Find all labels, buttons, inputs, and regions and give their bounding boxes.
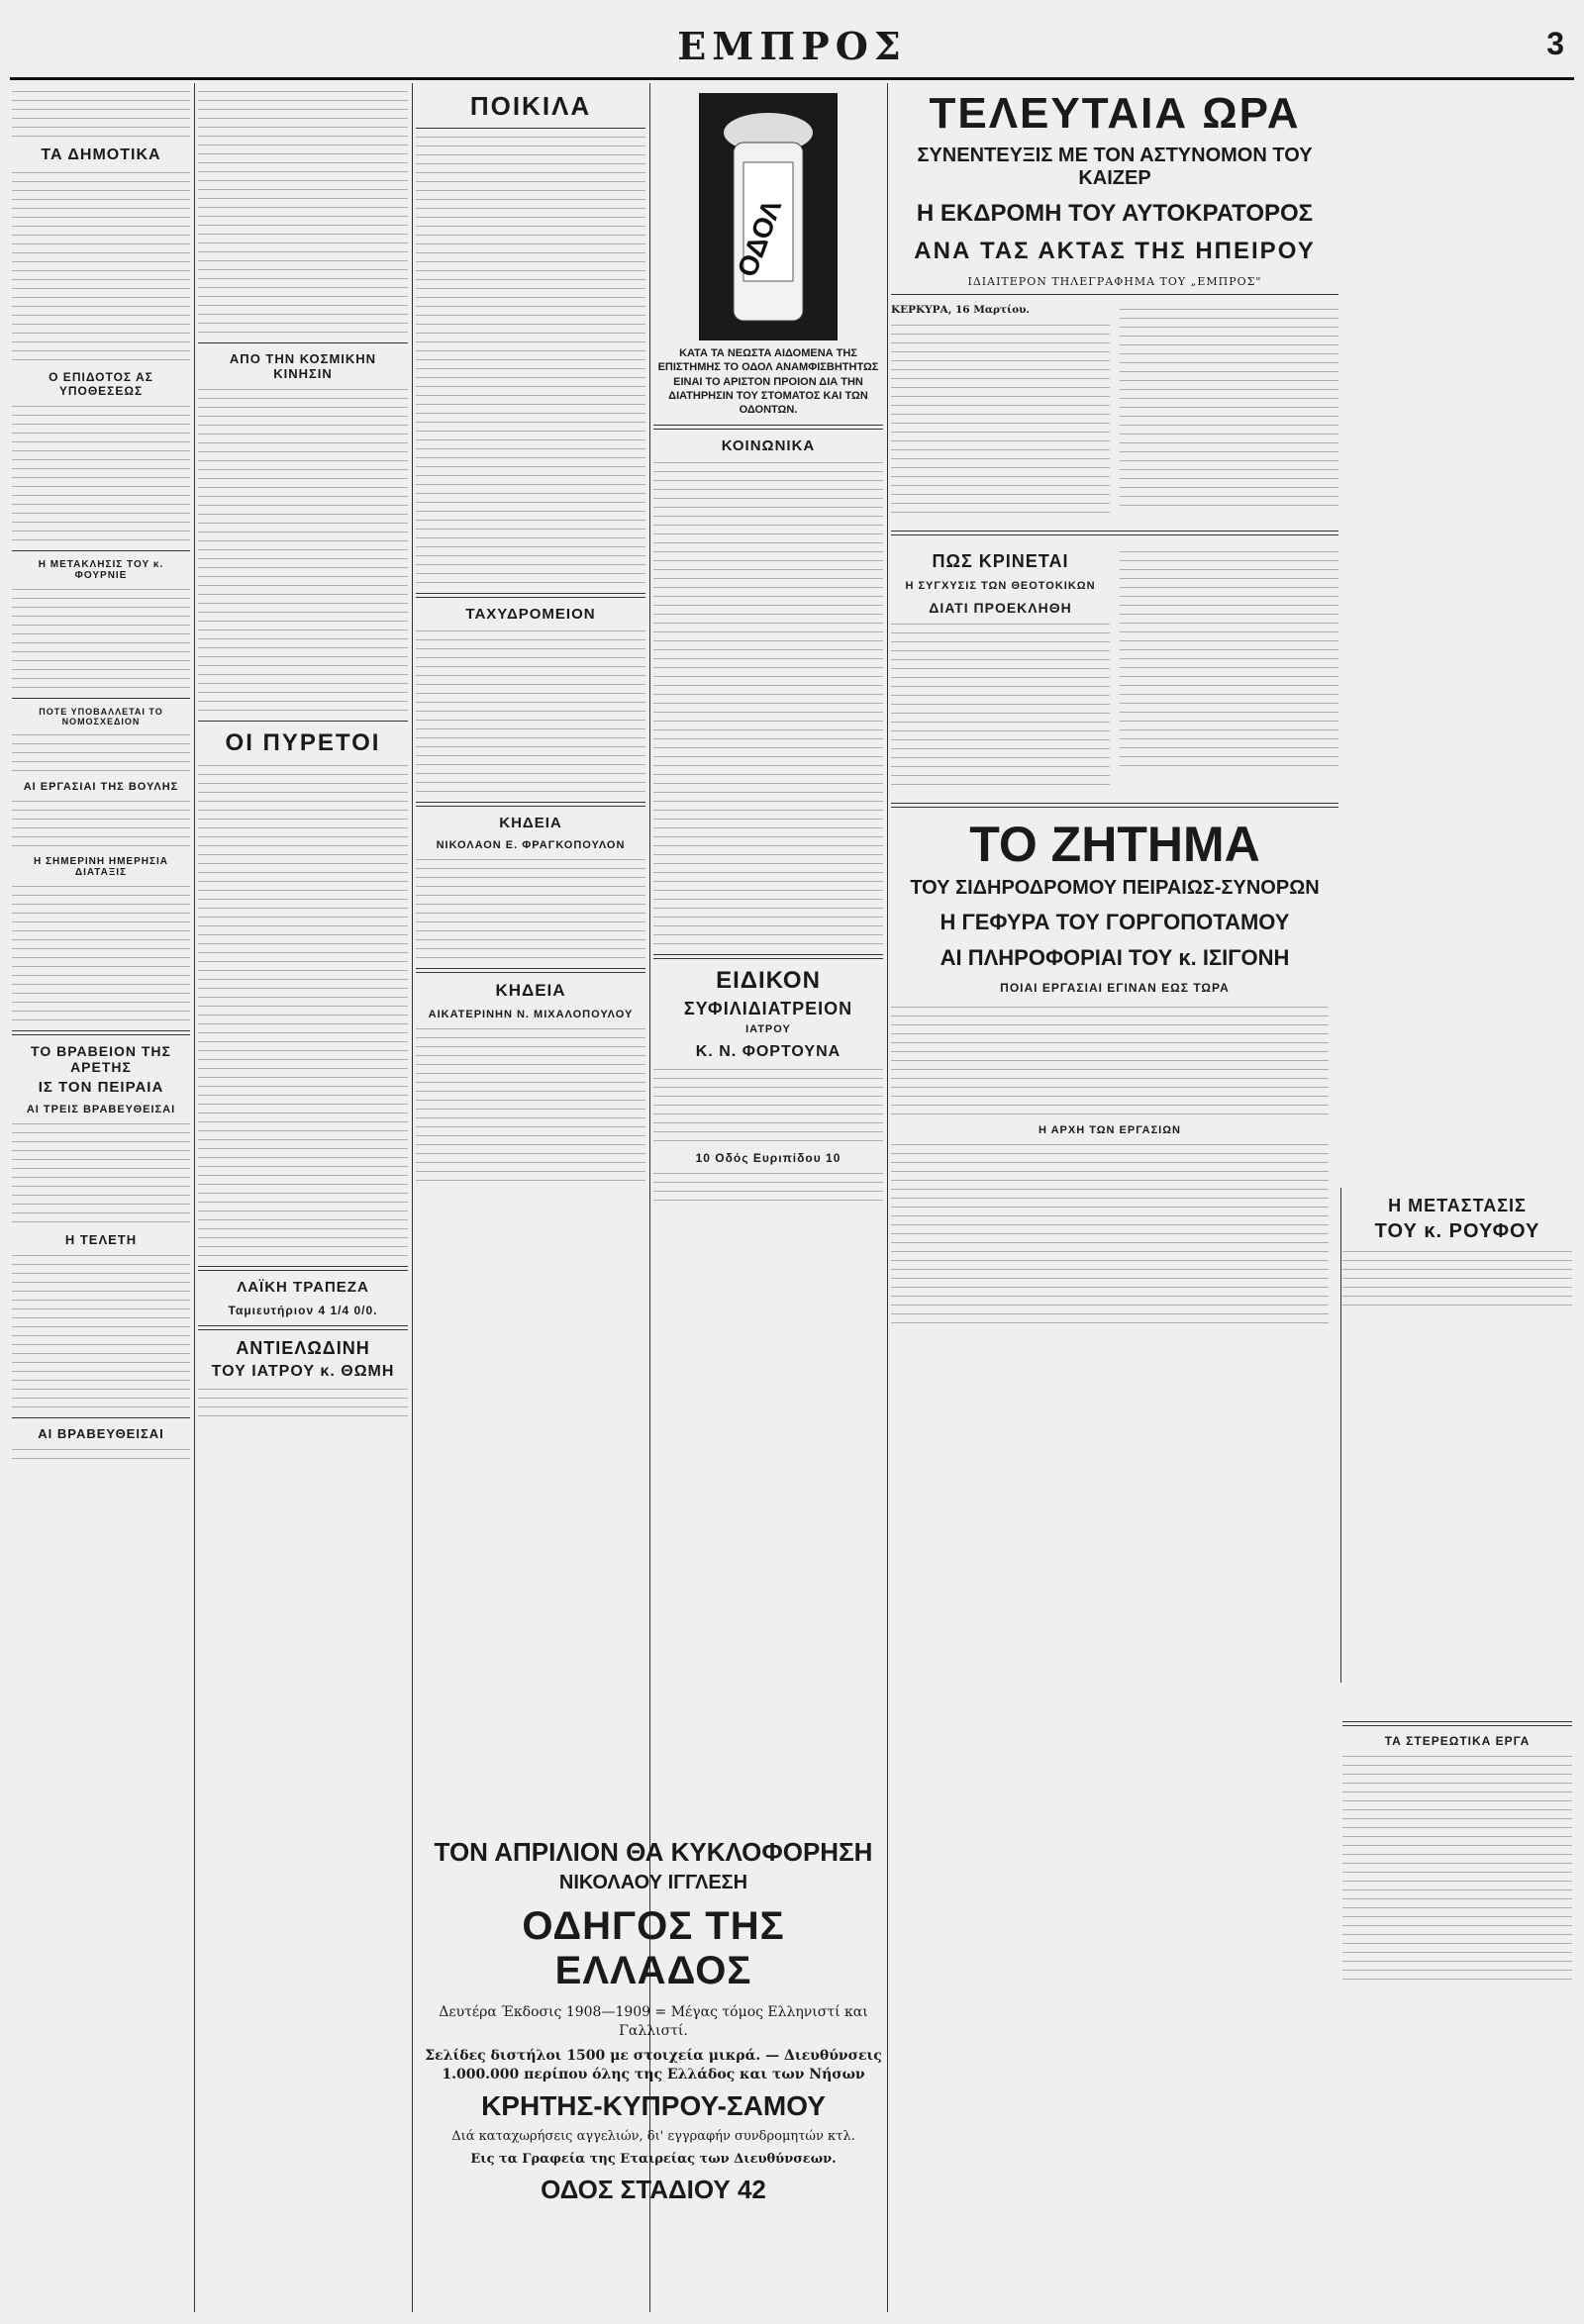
text-block <box>416 1028 645 1181</box>
text-block <box>198 1389 408 1416</box>
dateline: ΚΕΡΚΥΡΑ, 16 Μαρτίου. <box>891 304 1031 316</box>
section-heading: ΤΟ ΒΡΑΒΕΙΟΝ ΤΗΣ ΑΡΕΤΗΣ <box>31 1043 171 1075</box>
column-5 <box>891 83 1338 2314</box>
column-1 <box>12 83 190 2314</box>
text-block <box>1342 1251 1572 1306</box>
section-heading: Η ΤΕΛΕΤΗ <box>64 1232 138 1247</box>
section-heading: ΙΣ ΤΟΝ ΠΕΙΡΑΙΑ <box>38 1079 164 1096</box>
doctor-name: Κ. Ν. ΦΟΡΤΟΥΝΑ <box>695 1043 842 1061</box>
odol-bottle-illustration <box>699 93 838 340</box>
headline-interview: ΣΥΝΕΝΤΕΥΞΙΣ ΜΕ ΤΟΝ ΑΣΤΥΝΟΜΟΝ ΤΟΥ ΚΑΙΖΕΡ <box>917 145 1313 189</box>
text-block <box>416 137 645 583</box>
headline-last-hour: ΤΕΛΕΥΤΑΙΑ ΩΡΑ <box>929 89 1301 138</box>
text-block <box>198 389 408 711</box>
section-heading: ΠΟΤΕ ΥΠΟΒΑΛΛΕΤΑΙ ΤΟ ΝΟΜΟΣΧΕΔΙΟΝ <box>39 707 163 726</box>
text-block <box>416 859 645 958</box>
text-block <box>12 1255 190 1407</box>
section-heading: Η ΣΗΜΕΡΙΝΗ ΗΜΕΡΗΣΙΑ ΔΙΑΤΑΞΙΣ <box>33 856 168 878</box>
column-6 <box>1342 1188 1572 2314</box>
section-heading: ΤΑ ΔΗΜΟΤΙΚΑ <box>41 146 161 163</box>
text-block <box>12 1449 190 1459</box>
text-block <box>416 630 645 792</box>
doctor-address: 10 Οδός Ευριπίδου 10 <box>695 1151 842 1166</box>
section-heading: Η ΜΕΤΑΚΛΗΣΙΣ ΤΟΥ κ. ΦΟΥΡΝΙΕ <box>38 559 164 581</box>
section-heading: ΤΟΥ κ. ΡΟΥΦΟΥ <box>1374 1220 1540 1242</box>
ad-line-6: ΚΡΗΤΗΣ-ΚΥΠΡΟΥ-ΣΑΜΟΥ <box>481 2089 826 2121</box>
headline-info: ΑΙ ΠΛΗΡΟΦΟΡΙΑΙ ΤΟΥ κ. ΙΣΙΓΟΝΗ <box>940 945 1290 971</box>
headline-bridge: Η ΓΕΦΥΡΑ ΤΟΥ ΓΟΡΓΟΠΟΤΑΜΟΥ <box>940 910 1290 935</box>
headline-issue: ΤΟ ΖΗΤΗΜΑ <box>969 817 1260 873</box>
text-block <box>12 1123 190 1222</box>
section-heading: ΚΗΔΕΙΑ <box>495 981 566 1000</box>
section-heading: ΚΗΔΕΙΑ <box>499 815 562 831</box>
section-heading: ΣΥΦΙΛΙΔΙΑΤΡΕΙΟΝ <box>683 999 853 1019</box>
masthead <box>10 18 1574 80</box>
text-block <box>12 589 190 688</box>
column-rule <box>412 83 413 2312</box>
section-subheading: ΑΙ ΤΡΕΙΣ ΒΡΑΒΕΥΘΕΙΣΑΙ <box>26 1104 176 1115</box>
section-heading: ΟΙ ΠΥΡΕΤΟΙ <box>225 729 381 756</box>
ad-line-1: ΤΟΝ ΑΠΡΙΛΙΟΝ ΘΑ ΚΥΚΛΟΦΟΡΗΣΗ <box>434 1837 873 1867</box>
section-subheading: Ταμιευτήριον 4 1/4 0/0. <box>228 1304 378 1317</box>
text-block <box>891 1144 1329 1323</box>
text-block <box>198 91 408 333</box>
ad-line-9: ΟΔΟΣ ΣΤΑΔΙΟΥ 42 <box>541 2174 766 2204</box>
section-heading: ΤΑΧΥΔΡΟΜΕΙΟΝ <box>465 606 596 623</box>
section-subheading: ΠΟΙΑΙ ΕΡΓΑΣΙΑΙ ΕΓΙΝΑΝ ΕΩΣ ΤΩΡΑ <box>1000 981 1230 996</box>
section-subheading: ΙΑΤΡΟΥ <box>745 1023 791 1036</box>
ad-line-8: Εις τα Γραφεία της Εταιρείας των Διευθύνσεων. <box>470 2152 837 2168</box>
text-block <box>1342 1756 1572 1980</box>
section-heading: ΑΠΟ ΤΗΝ ΚΟΣΜΙΚΗΝ ΚΙΝΗΣΙΝ <box>229 351 377 381</box>
section-subheading: ΑΙΚΑΤΕΡΙΝΗΝ Ν. ΜΙΧΑΛΟΠΟΥΛΟΥ <box>428 1009 634 1020</box>
text-block <box>12 734 190 771</box>
section-heading: ΛΑΪΚΗ ΤΡΑΠΕΖΑ <box>237 1279 369 1296</box>
ad-line-2: ΝΙΚΟΛΑΟΥ ΙΓΓΛΕΣΗ <box>558 1872 748 1893</box>
text-block <box>1120 551 1338 766</box>
section-heading: Ο ΕΠΙΔΟΤΟΣ ΑΣ ΥΠΟΘΕΣΕΩΣ <box>49 370 153 398</box>
odol-brand-text: ΟΔΟΛ <box>731 195 788 281</box>
text-block <box>12 801 190 846</box>
telegram-label: ΙΔΙΑΙΤΕΡΟΝ ΤΗΛΕΓΡΑΦΗΜΑ ΤΟΥ „ΕΜΠΡΟΣ" <box>967 275 1262 288</box>
section-heading: ΑΙ ΕΡΓΑΣΙΑΙ ΤΗΣ ΒΟΥΛΗΣ <box>23 781 179 793</box>
ad-line-5: Σελίδες διστήλοι 1500 με στοιχεία μικρά. — Διευθύνσεις 1.000.000 περίπου όλης της Ελλάδος και των Νήσων <box>425 2047 882 2082</box>
column-rule <box>1340 1188 1341 1683</box>
text-block <box>891 624 1110 785</box>
column-rule <box>194 83 195 2312</box>
section-heading: ΑΝΤΙΕΛΩΔΙΝΗ <box>236 1338 370 1358</box>
section-subheading: ΤΟΥ ΙΑΤΡΟΥ κ. ΘΩΜΗ <box>211 1363 395 1380</box>
column-2 <box>198 83 408 2314</box>
odol-ad-caption: ΚΑΤΑ ΤΑ ΝΕΩΣΤΑ ΑΙΔΟΜΕΝΑ ΤΗΣ ΕΠΙΣΤΗΜΗΣ ΤΟ ΟΔΟΛ ΑΝΑΜΦΙΣΒΗΤΗΤΩΣ ΕΙΝΑΙ ΤΟ ΑΡΙΣΤΟΝ ΠΡΟΙΟΝ ΔΙΑ ΤΗΝ ΔΙΑΤΗΡΗΣΙΝ ΤΟΥ ΣΤΟΜΑΤΟΣ ΚΑΙ ΤΩΝ ΟΔΟΝΤΩΝ. <box>657 347 879 417</box>
page-number: 3 <box>1546 26 1564 61</box>
section-heading: Η ΑΡΧΗ ΤΩΝ ΕΡΓΑΣΙΩΝ <box>1038 1124 1181 1137</box>
section-heading: ΤΑ ΣΤΕΡΕΩΤΙΚΑ ΕΡΓΑ <box>1384 1734 1531 1748</box>
text-block <box>653 1173 883 1201</box>
text-block <box>653 462 883 944</box>
section-heading: ΠΟΙΚΙΛΑ <box>469 91 592 121</box>
section-subheading: ΝΙΚΟΛΑΟΝ Ε. ΦΡΑΓΚΟΠΟΥΛΟΝ <box>436 839 626 851</box>
guide-advertisement <box>420 1831 887 2316</box>
section-heading: Η ΜΕΤΑΣΤΑΣΙΣ <box>1388 1196 1527 1215</box>
section-subheading: ΔΙΑΤΙ ΠΡΟΕΚΛΗΘΗ <box>929 600 1072 617</box>
section-heading: ΚΟΙΝΩΝΙΚΑ <box>721 437 816 455</box>
headline-coasts: ΑΝΑ ΤΑΣ ΑΚΤΑΣ ΤΗΣ ΗΠΕΙΡΟΥ <box>914 238 1316 264</box>
text-block <box>12 406 190 540</box>
newspaper-title: ΕΜΠΡΟΣ <box>677 24 907 68</box>
text-block <box>12 172 190 360</box>
section-heading: ΑΙ ΒΡΑΒΕΥΘΕΙΣΑΙ <box>38 1426 164 1441</box>
ad-line-7: Διά καταχωρήσεις αγγελιών, δι' εγγραφήν συνδρομητών κτλ. <box>451 2128 855 2144</box>
section-subheading: Η ΣΥΓΧΥΣΙΣ ΤΩΝ ΘΕΟΤΟΚΙΚΩΝ <box>905 580 1096 593</box>
ad-line-3: ΟΔΗΓΟΣ ΤΗΣ ΕΛΛΑΔΟΣ <box>522 1904 785 1992</box>
ad-line-4: Δευτέρα Έκδοσις 1908—1909 = Μέγας τόμος Ελληνιστί και Γαλλιστί. <box>439 2004 868 2039</box>
text-block <box>198 765 408 1256</box>
headline-excursion: Η ΕΚΔΡΟΜΗ ΤΟΥ ΑΥΤΟΚΡΑΤΟΡΟΣ <box>916 200 1314 227</box>
text-block <box>1120 309 1338 506</box>
text-block <box>12 91 190 137</box>
section-heading: ΠΩΣ ΚΡΙΝΕΤΑΙ <box>932 551 1069 572</box>
text-block <box>653 1069 883 1141</box>
section-heading: ΕΙΔΙΚΟΝ <box>716 967 821 995</box>
text-block <box>891 325 1110 513</box>
column-rule <box>887 83 888 2312</box>
text-block <box>891 1007 1329 1114</box>
headline-railway: ΤΟΥ ΣΙΔΗΡΟΔΡΟΜΟΥ ΠΕΙΡΑΙΩΣ-ΣΥΝΟΡΩΝ <box>910 877 1320 900</box>
text-block <box>12 886 190 1020</box>
